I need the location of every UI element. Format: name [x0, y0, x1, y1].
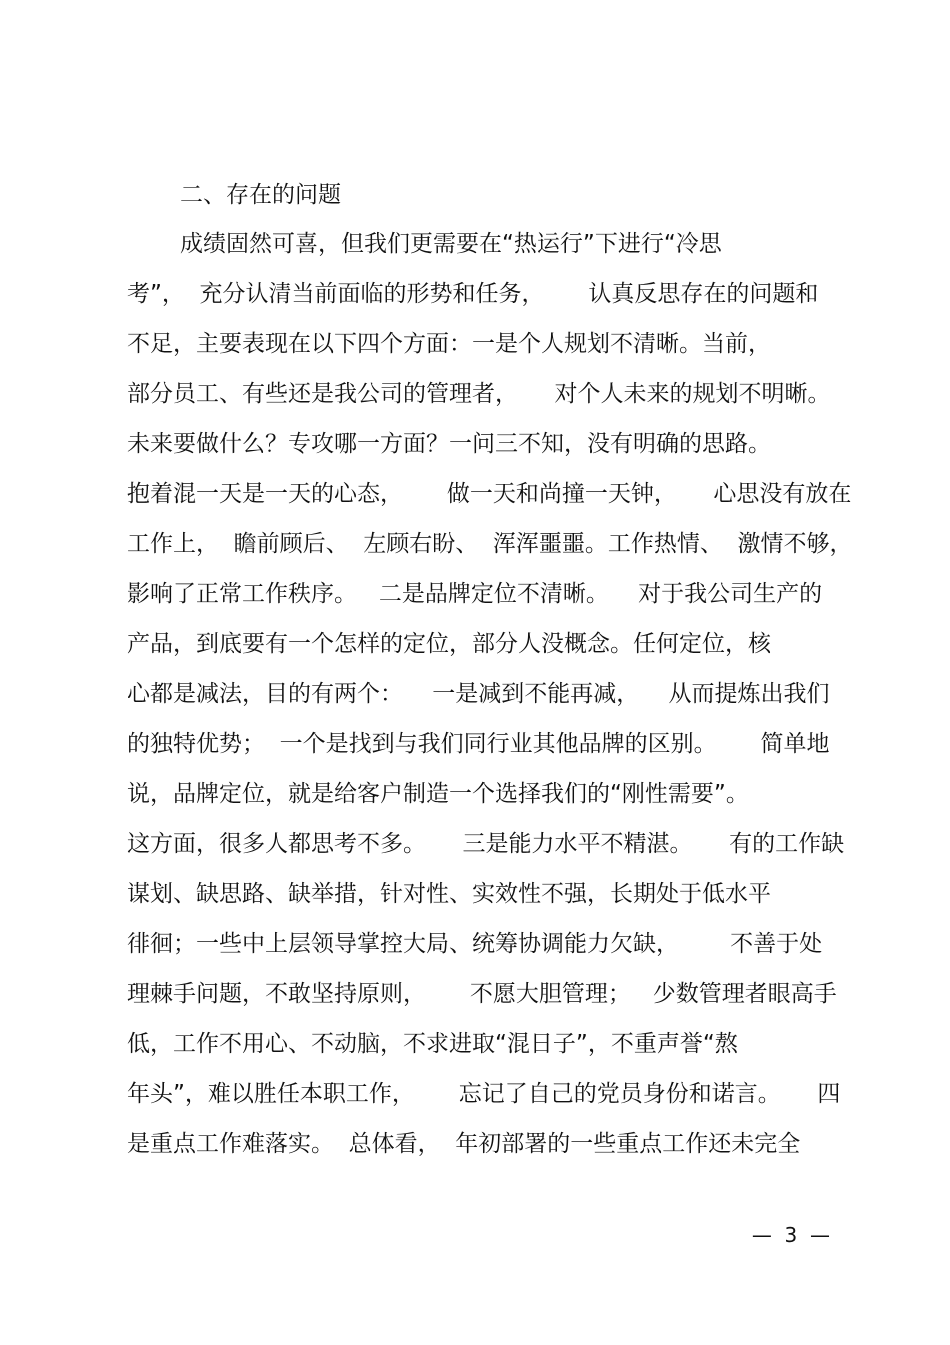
paragraph-line: 的独特优势； 一个是找到与我们同行业其他品牌的区别。 简单地: [127, 731, 830, 757]
paragraph-line: 未来要做什么？专攻哪一方面？一问三不知，没有明确的思路。: [127, 431, 771, 457]
paragraph-line: 是重点工作难落实。 总体看， 年初部署的一些重点工作还未完全: [127, 1131, 801, 1157]
paragraph-line: 不足，主要表现在以下四个方面：一是个人规划不清晰。当前，: [127, 331, 771, 357]
paragraph-line: 抱着混一天是一天的心态， 做一天和尚撞一天钟， 心思没有放在: [127, 481, 852, 507]
paragraph-line: 成绩固然可喜，但我们更需要在“热运行”下进行“冷思: [180, 231, 722, 257]
paragraph-line: 徘徊；一些中上层领导掌控大局、统筹协调能力欠缺， 不善于处: [127, 931, 823, 957]
paragraph-line: 影响了正常工作秩序。 二是品牌定位不清晰。 对于我公司生产的: [127, 581, 823, 607]
paragraph-line: 工作上， 瞻前顾后、 左顾右盼、 浑浑噩噩。工作热情、 激情不够，: [127, 531, 853, 557]
paragraph-line: 产品，到底要有一个怎样的定位，部分人没概念。任何定位，核: [127, 631, 771, 657]
paragraph-line: 年头”，难以胜任本职工作， 忘记了自己的党员身份和诺言。 四: [127, 1081, 841, 1107]
paragraph-line: 理棘手问题，不敢坚持原则， 不愿大胆管理； 少数管理者眼高手: [127, 981, 837, 1007]
paragraph-line: 部分员工、有些还是我公司的管理者， 对个人未来的规划不明晰。: [127, 381, 831, 407]
paragraph-line: 考”， 充分认清当前面临的形势和任务， 认真反思存在的问题和: [127, 281, 819, 307]
paragraph-line: 低，工作不用心、不动脑，不求进取“混日子”，不重声誉“熬: [127, 1031, 738, 1057]
page-number: — 3 —: [751, 1223, 830, 1247]
paragraph-line: 心都是减法，目的有两个： 一是减到不能再减， 从而提炼出我们: [127, 681, 830, 707]
paragraph-line: 说，品牌定位，就是给客户制造一个选择我们的“刚性需要”。: [127, 781, 749, 807]
section-heading: 二、存在的问题: [180, 182, 341, 208]
paragraph-line: 这方面，很多人都思考不多。 三是能力水平不精湛。 有的工作缺: [127, 831, 845, 857]
paragraph-line: 谋划、缺思路、缺举措，针对性、实效性不强，长期处于低水平: [127, 881, 771, 907]
